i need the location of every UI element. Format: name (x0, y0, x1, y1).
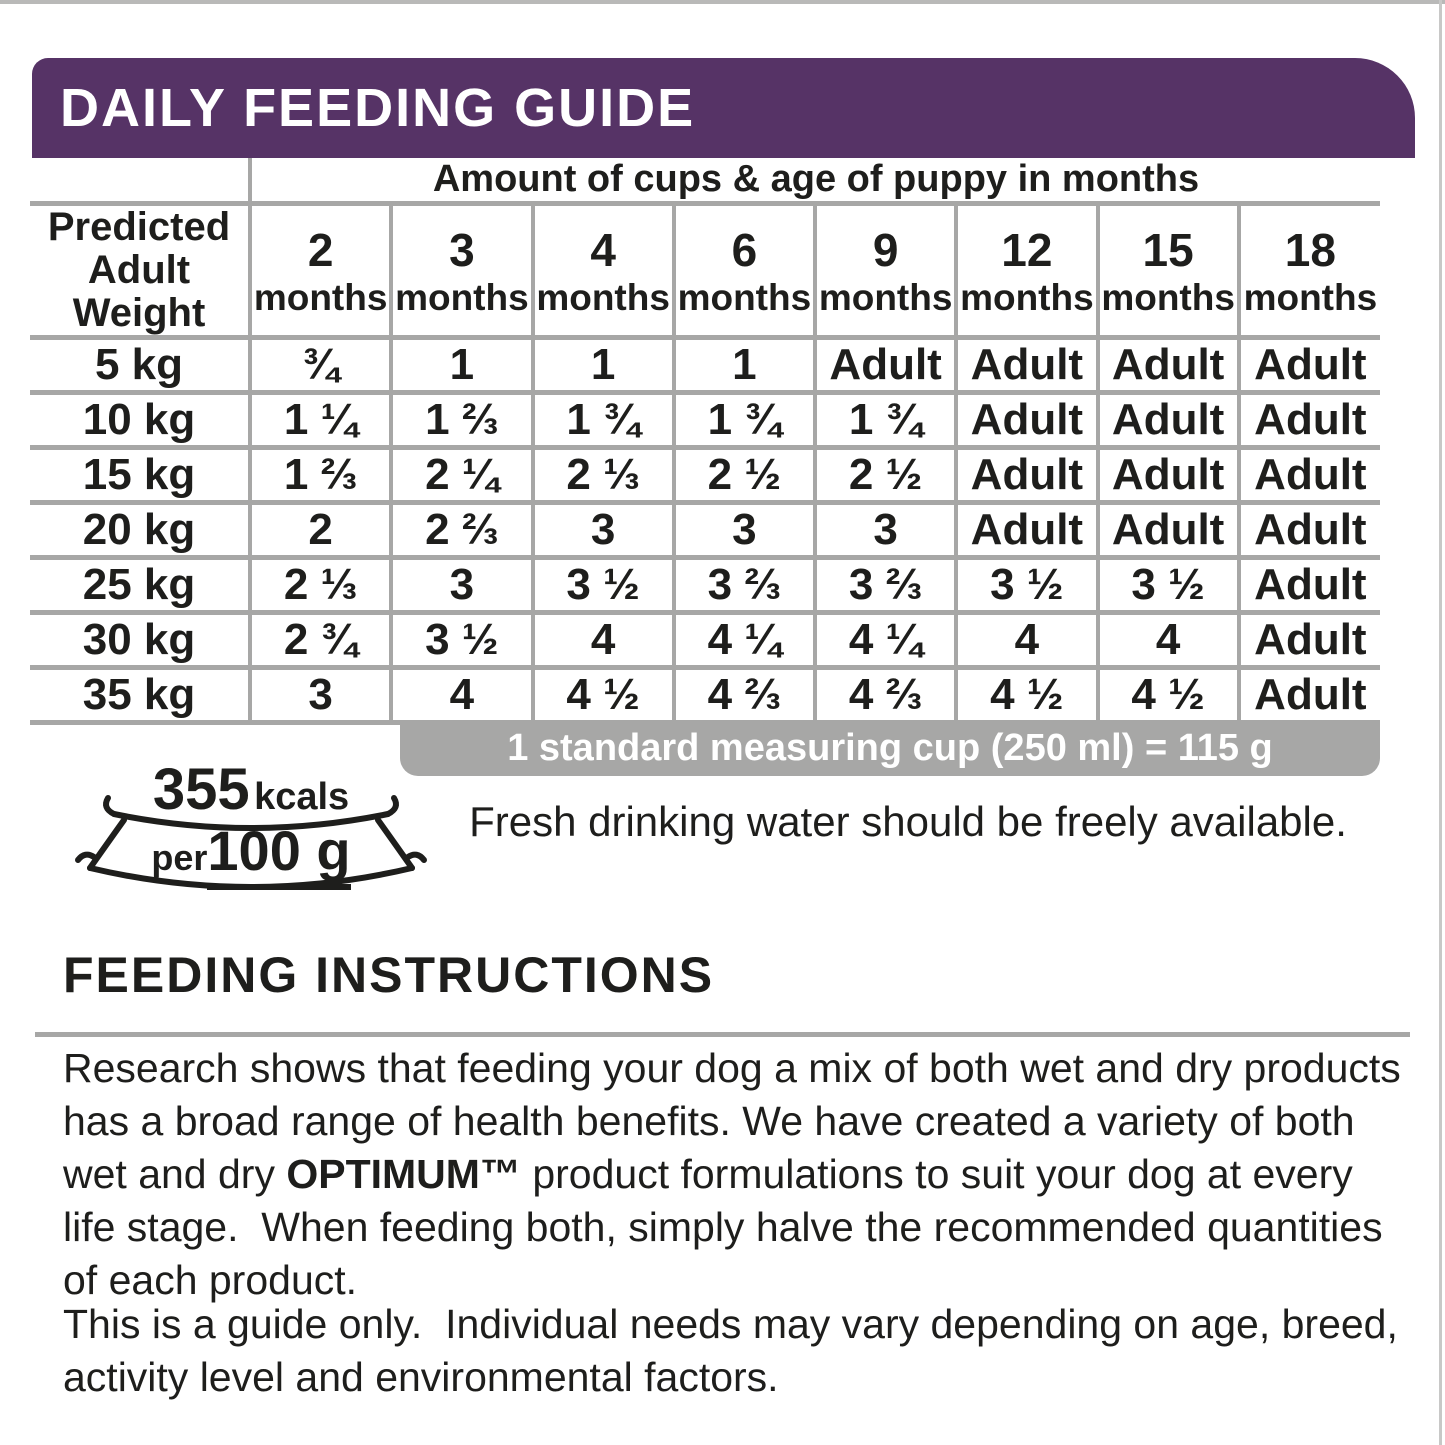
feeding-amount-cell: 1 (533, 338, 674, 393)
packaging-edge-right-line (1439, 0, 1442, 1445)
feeding-amount-cell: 2 ½ (674, 448, 815, 503)
feeding-amount-cell: 4 (391, 668, 532, 723)
feeding-amount-cell: 1 ⅔ (250, 448, 391, 503)
kcal-per-label: per (151, 837, 208, 878)
feeding-amount-cell: 2 ⅓ (533, 448, 674, 503)
packaging-edge-top-line (0, 0, 1445, 4)
table-row-10kg (30, 393, 1380, 448)
feeding-amount-cell: 4 ½ (956, 668, 1097, 723)
row-header-line-3: Weight (72, 291, 206, 335)
feeding-amount-cell: 3 ½ (1098, 558, 1239, 613)
column-header-3-months: 3 months (391, 204, 532, 338)
feeding-amount-cell: Adult (956, 503, 1097, 558)
empty-corner-cell (30, 158, 250, 204)
feeding-table (30, 158, 1380, 725)
feeding-amount-cell: 1 ¾ (674, 393, 815, 448)
feeding-amount-cell: Adult (956, 338, 1097, 393)
feeding-amount-cell: Adult (956, 393, 1097, 448)
measuring-cup-note: 1 standard measuring cup (250 ml) = 115 g (507, 726, 1273, 769)
measuring-cup-note-bar (400, 720, 1380, 776)
weight-cell: 20 kg (30, 503, 250, 558)
column-header-4-months: 4 months (533, 204, 674, 338)
weight-cell: 5 kg (30, 338, 250, 393)
row-header-line-1: Predicted (47, 205, 231, 249)
feeding-amount-cell: 2 ½ (815, 448, 956, 503)
instructions-paragraph-2: This is a guide only. Individual needs may vary depending on age, breed, activity level and environmental factors. (63, 1301, 1410, 1400)
feeding-amount-cell: Adult (815, 338, 956, 393)
table-column-header-row (30, 204, 1380, 338)
feeding-amount-cell: Adult (1239, 448, 1380, 503)
water-note: Fresh drinking water should be freely available. (469, 798, 1347, 845)
feeding-amount-cell: 4 ⅔ (815, 668, 956, 723)
kcal-basis-line (66, 818, 436, 883)
feeding-amount-cell: Adult (1239, 503, 1380, 558)
page-title: DAILY FEEDING GUIDE (60, 78, 696, 138)
instructions-paragraph-1 (63, 1042, 1415, 1307)
feeding-amount-cell: Adult (1239, 338, 1380, 393)
column-header-2-months: 2 months (250, 204, 391, 338)
column-header-6-months: 6 months (674, 204, 815, 338)
feeding-amount-cell: 3 ½ (956, 558, 1097, 613)
table-span-header: Amount of cups & age of puppy in months (250, 158, 1380, 204)
feeding-amount-cell: Adult (956, 448, 1097, 503)
kcal-value-line (66, 756, 436, 823)
feeding-amount-cell: 4 ½ (533, 668, 674, 723)
weight-cell: 15 kg (30, 448, 250, 503)
kcal-per-100g-badge (66, 756, 436, 896)
column-header-18-months: 18 months (1239, 204, 1380, 338)
feeding-amount-cell: 2 ⅓ (250, 558, 391, 613)
table-row-30kg (30, 613, 1380, 668)
feeding-amount-cell: 3 ⅔ (815, 558, 956, 613)
feeding-amount-cell: Adult (1239, 558, 1380, 613)
feeding-amount-cell: 4 (533, 613, 674, 668)
feeding-amount-cell: 1 ¾ (533, 393, 674, 448)
feeding-amount-cell: 4 (956, 613, 1097, 668)
feeding-amount-cell: 2 ⅔ (391, 503, 532, 558)
feeding-amount-cell: Adult (1098, 338, 1239, 393)
row-header-line-2: Adult (87, 248, 191, 292)
weight-cell: 10 kg (30, 393, 250, 448)
feeding-amount-cell: ¾ (250, 338, 391, 393)
feeding-amount-cell: 4 ½ (1098, 668, 1239, 723)
column-header-9-months: 9 months (815, 204, 956, 338)
paragraph-text-after-brand: product formulations to suit your dog at every life stage. When feeding both, simply halve the recommended quantities of each product. (63, 1151, 1394, 1303)
column-header-15-months: 15 months (1098, 204, 1239, 338)
feeding-amount-cell: 4 (1098, 613, 1239, 668)
feeding-amount-cell: 1 (391, 338, 532, 393)
feeding-amount-cell: 3 ⅔ (674, 558, 815, 613)
table-row-20kg (30, 503, 1380, 558)
feeding-amount-cell: 3 (533, 503, 674, 558)
feeding-amount-cell: 1 (674, 338, 815, 393)
feeding-amount-cell: 2 (250, 503, 391, 558)
feeding-amount-cell: Adult (1239, 668, 1380, 723)
feeding-amount-cell: 2 ¾ (250, 613, 391, 668)
weight-cell: 30 kg (30, 613, 250, 668)
feeding-amount-cell: 3 ½ (533, 558, 674, 613)
kcal-basis: 100 g (207, 819, 350, 890)
feeding-amount-cell: Adult (1239, 613, 1380, 668)
kcal-value: 355 (152, 757, 250, 822)
row-header-predicted-adult-weight (30, 204, 250, 338)
feeding-amount-cell: 3 (391, 558, 532, 613)
feeding-amount-cell: 1 ⅔ (391, 393, 532, 448)
weight-cell: 25 kg (30, 558, 250, 613)
feeding-amount-cell: Adult (1098, 503, 1239, 558)
feeding-amount-cell: 1 ¼ (250, 393, 391, 448)
table-row-5kg (30, 338, 1380, 393)
feeding-amount-cell: 1 ¾ (815, 393, 956, 448)
feeding-amount-cell: 4 ⅔ (674, 668, 815, 723)
feeding-amount-cell: 2 ¼ (391, 448, 532, 503)
feeding-amount-cell: Adult (1239, 393, 1380, 448)
feeding-amount-cell: 3 ½ (391, 613, 532, 668)
table-span-header-row (30, 158, 1380, 204)
weight-cell: 35 kg (30, 668, 250, 723)
table-row-25kg (30, 558, 1380, 613)
feeding-amount-cell: 3 (815, 503, 956, 558)
feeding-amount-cell: Adult (1098, 448, 1239, 503)
feeding-amount-cell: 3 (674, 503, 815, 558)
column-header-12-months: 12 months (956, 204, 1097, 338)
table-row-15kg (30, 448, 1380, 503)
kcal-unit: kcals (254, 776, 350, 818)
divider-rule (35, 1032, 1410, 1037)
feeding-instructions-heading: FEEDING INSTRUCTIONS (63, 947, 715, 1003)
feeding-amount-cell: 3 (250, 668, 391, 723)
brand-name: OPTIMUM™ (286, 1151, 521, 1197)
feeding-amount-cell: 4 ¼ (674, 613, 815, 668)
paragraph-text-before-brand: Research shows that feeding your dog a mix of both wet and dry products has a broad range of health benefits. We have created a variety of both wet and dry (63, 1045, 1413, 1197)
table-row-35kg (30, 668, 1380, 723)
daily-feeding-guide-header (32, 58, 1415, 158)
feeding-amount-cell: 4 ¼ (815, 613, 956, 668)
feeding-amount-cell: Adult (1098, 393, 1239, 448)
